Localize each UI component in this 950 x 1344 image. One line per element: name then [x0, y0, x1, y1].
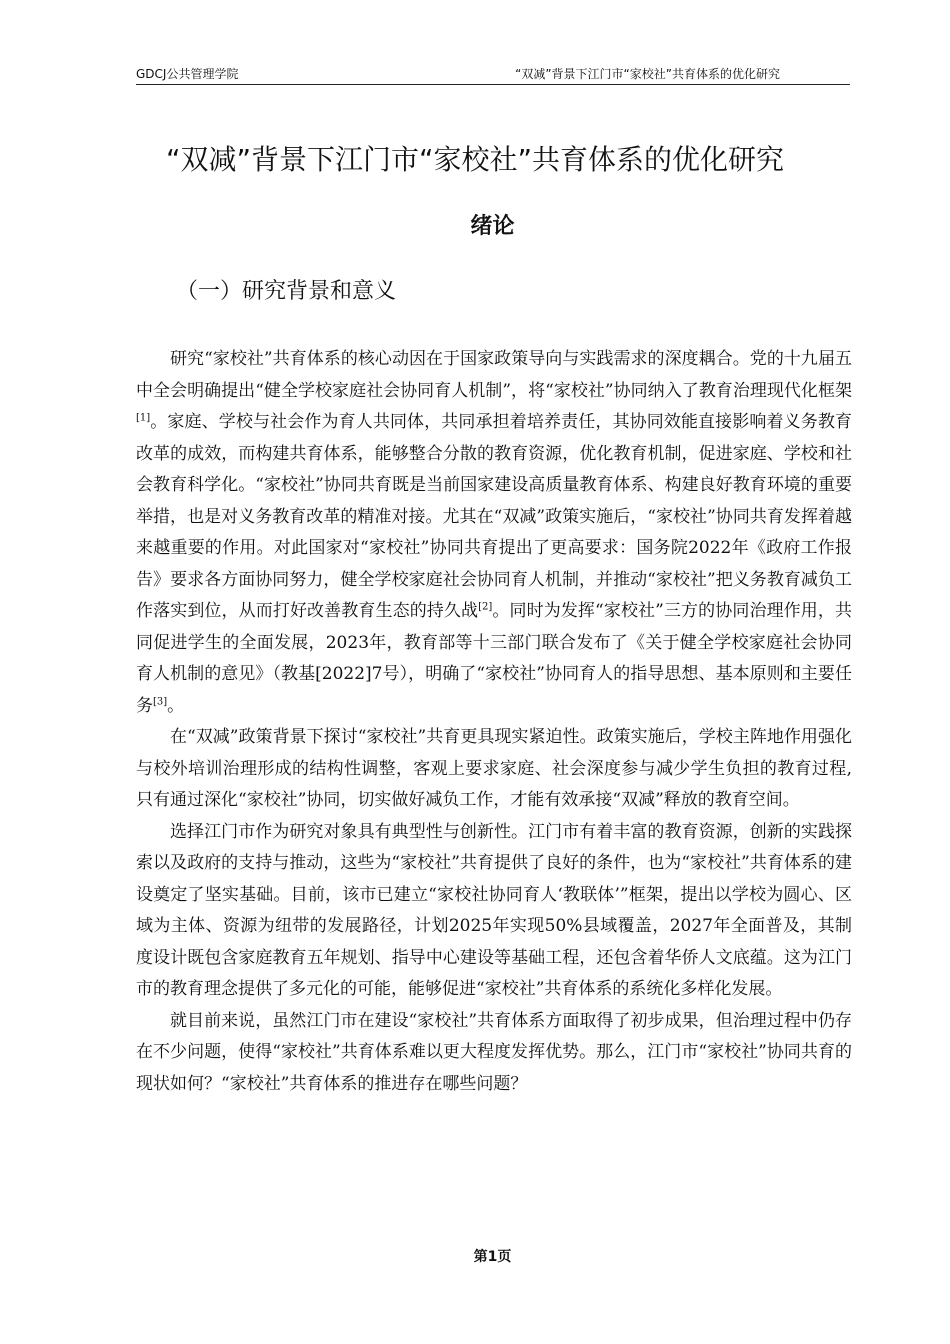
page-header — [136, 66, 850, 85]
citation-2[interactable]: [2] — [478, 601, 493, 613]
citation-3[interactable]: [3] — [153, 695, 168, 707]
chapter-heading: 绪论 — [470, 214, 515, 239]
section-heading: （一）研究背景和意义 — [176, 279, 397, 304]
page-number: 第1页 — [473, 1249, 512, 1265]
header-institution: GDCJ公共管理学院 — [136, 67, 239, 81]
body-text — [136, 344, 852, 1100]
paragraph-4: 就目前来说，虽然江门市在建设“家校社”共育体系方面取得了初步成果，但治理过程中仍存在不少问题，使得“家校社”共育体系难以更大程度发挥优势。那么，江门市“家校社”协同共育的现状如何？“家校社”共育体系的推进存在哪些问题？ — [136, 1010, 852, 1094]
paragraph-3: 选择江门市作为研究对象具有典型性与创新性。江门市有着丰富的教育资源，创新的实践探索以及政府的支持与推动，这些为“家校社”共育提供了良好的条件，也为“家校社”共育体系的建设奠定了坚实基础。目前，该市已建立“家校社协同育人‘教联体’”框架，提出以学校为圆心、区域为主体、资源为纽带的发展路径，计划2025年实现50%县域覆盖，2027年全面普及，其制度设计既包含家庭教育五年规划、指导中心建设等基础工程，还包含着华侨人文底蕴。这为江门市的教育理念提供了多元化的可能，能够促进“家校社”共育体系的系统化多样化发展。 — [136, 821, 852, 999]
document-title: “双减”背景下江门市“家校社”共育体系的优化研究 — [165, 143, 785, 176]
paragraph-2: 在“双减”政策背景下探讨“家校社”共育更具现实紧迫性。政策实施后，学校主阵地作用强化与校外培训治理形成的结构性调整，客观上要求家庭、社会深度参与减少学生负担的教育过程,只有通过深化“家校社”协同，切实做好减负工作，才能有效承接“双减”释放的教育空间。 — [136, 727, 852, 810]
header-title: “双减”背景下江门市“家校社”共育体系的优化研究 — [515, 67, 780, 81]
paragraph-1: 研究“家校社”共育体系的核心动因在于国家政策导向与实践需求的深度耦合。党的十九届五中全会明确提出“健全学校家庭社会协同育人机制”，将“家校社”协同纳入了教育治理现代化框架[1]。家庭、学校与社会作为育人共同体，共同承担着培养责任，其协同效能直接影响着义务教育改革的成效，而构建共育体系，能够整合分散的教育资源，优化教育机制，促进家庭、学校和社会教育科学化。“家校社”协同共育既是当前国家建设高质量教育体系、构建良好教育环境的重要举措，也是对义务教育改革的精准对接。尤其在“双减”政策实施后，“家校社”协同共育发挥着越来越重要的作用。对此国家对“家校社”协同共育提出了更高要求：国务院2022年《政府工作报告》要求各方面协同努力，健全学校家庭社会协同育人机制，并推动“家校社”把义务教育减负工作落实到位，从而打好改善教育生态的持久战[2]。同时为发挥“家校社”三方的协同治理作用，共同促进学生的全面发展，2023年，教育部等十三部门联合发布了《关于健全学校家庭社会协同育人机制的意见》（教基[2022]7号），明确了“家校社”协同育人的指导思想、基本原则和主要任务[3]。 — [136, 349, 853, 716]
citation-1[interactable]: [1] — [136, 412, 151, 424]
